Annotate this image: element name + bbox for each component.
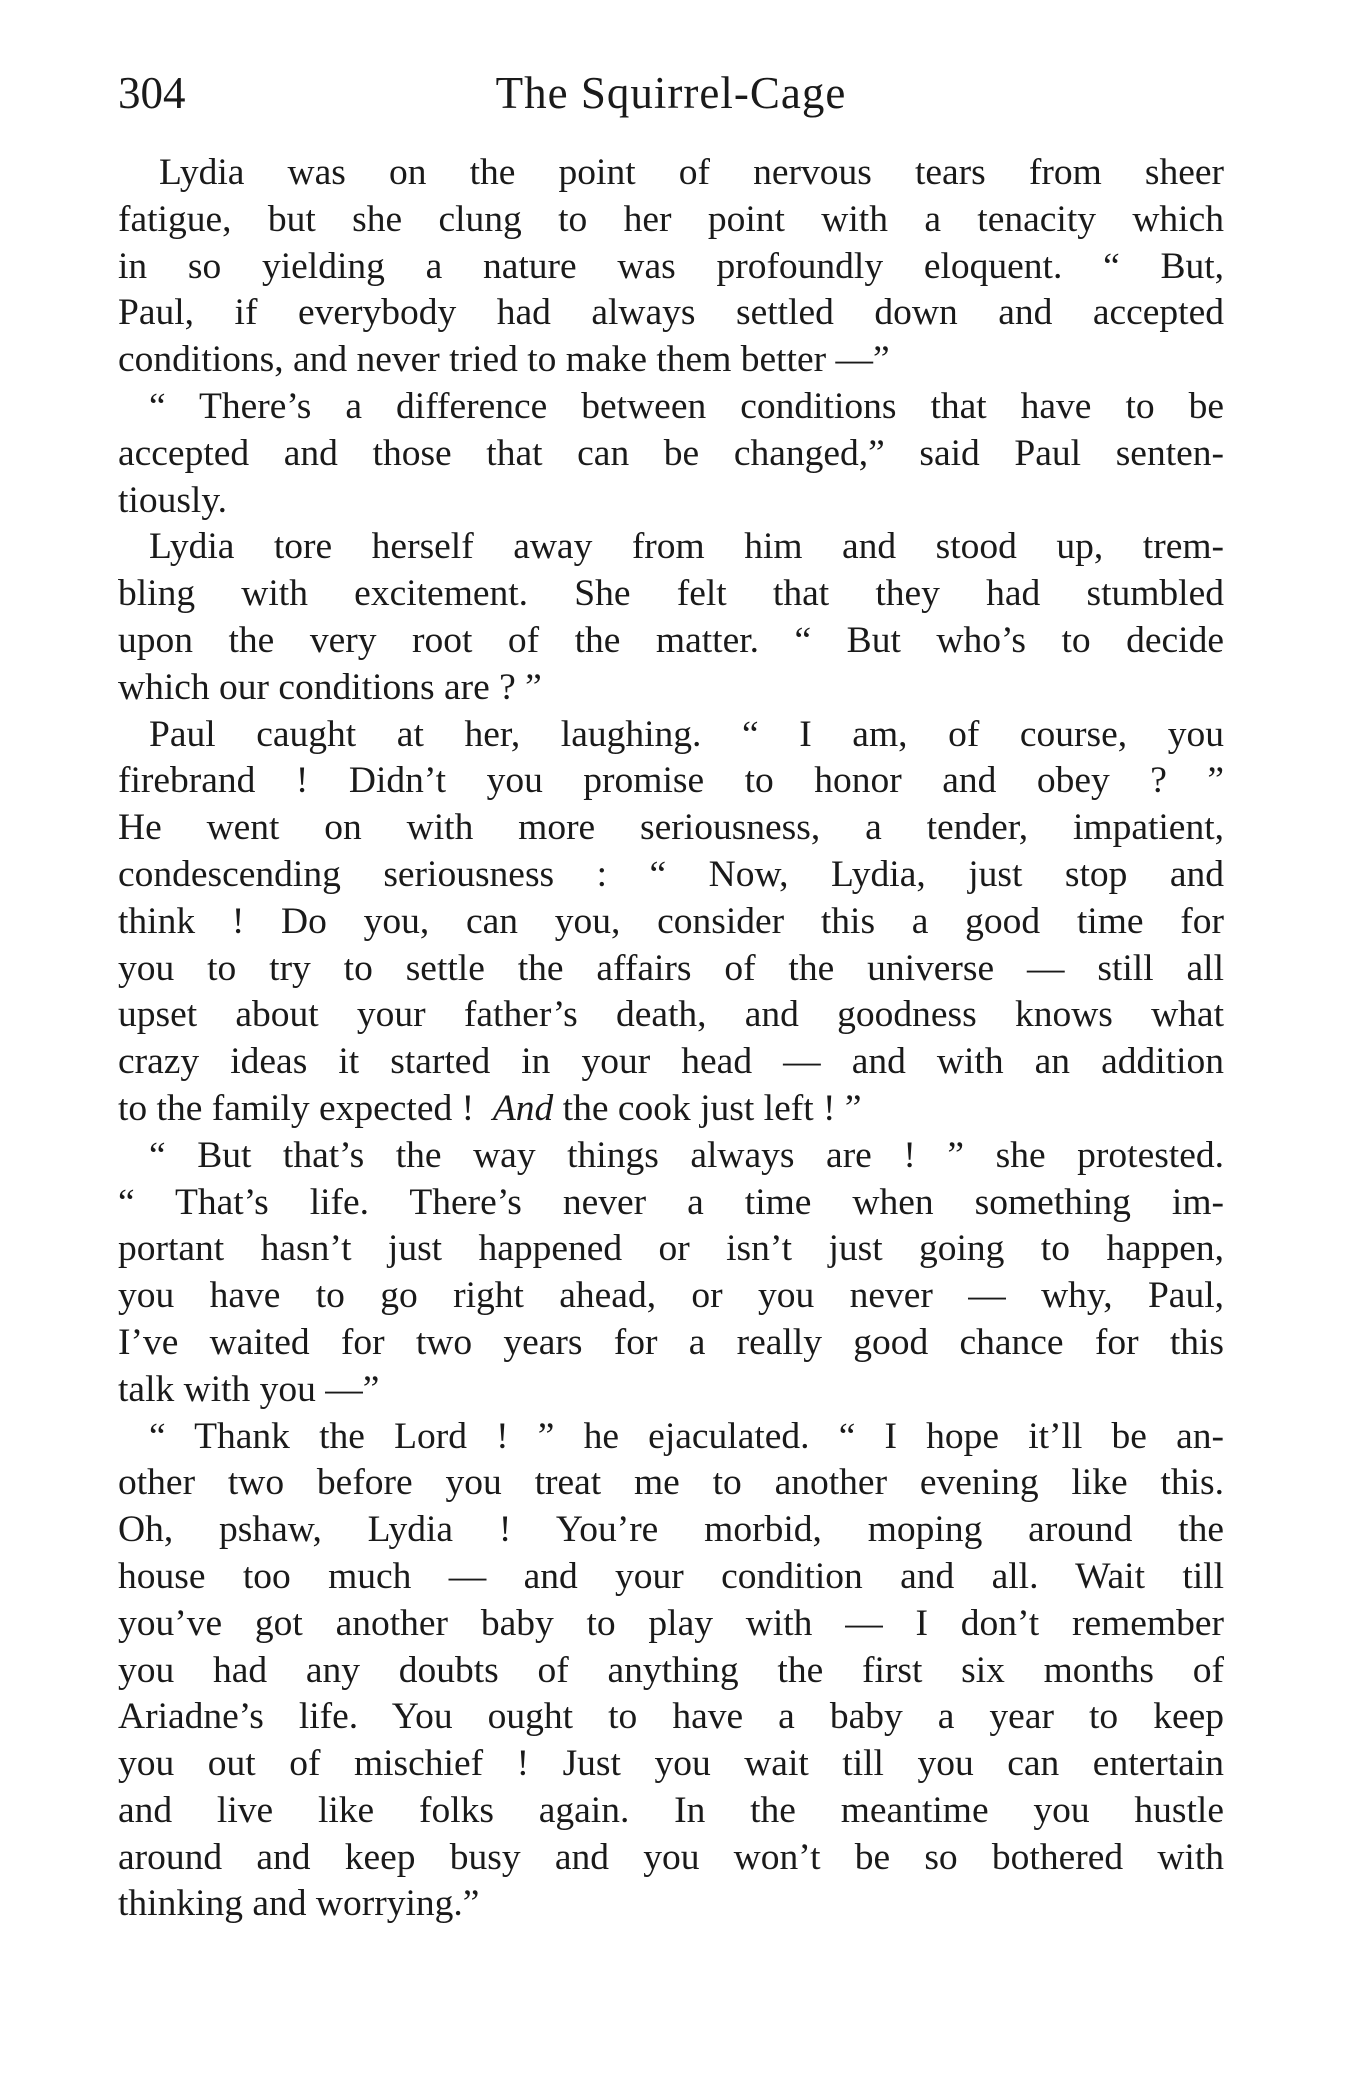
page-number: 304 [118,68,186,118]
italic-word: And [492,1087,554,1129]
text-line: Lydia was on the point of nervous tears from sheer [159,152,1224,193]
text-line: upon the very root of the matter. “ But who’s to decide [118,619,1224,661]
text-line: crazy ideas it started in your head — and with an addition [118,1041,1224,1083]
text-line: you’ve got another baby to play with — I don’t remember [118,1602,1224,1644]
text-line: firebrand ! Didn’t you promise to honor and obey ? ” [118,760,1224,802]
text-line: think ! Do you, can you, consider this a good time for [118,900,1224,942]
text-line: “ But that’s the way things always are ! ” she protested. [149,1134,1224,1176]
text-line: talk with you —” [118,1368,380,1410]
text-line: other two before you treat me to another evening like this. [118,1462,1224,1504]
text-line: “ Thank the Lord ! ” he ejaculated. “ I hope it’ll be an- [149,1415,1224,1457]
text-line: Paul caught at her, laughing. “ I am, of course, you [149,713,1224,755]
text-line: I’ve waited for two years for a really good chance for this [118,1321,1224,1363]
text-line: around and keep busy and you won’t be so bothered with [118,1836,1224,1878]
text-line: conditions, and never tried to make them better —” [118,339,890,381]
text-line: portant hasn’t just happened or isn’t just going to happen, [118,1228,1224,1270]
text-line: accepted and those that can be changed,” said Paul senten- [118,432,1224,474]
text-line: in so yielding a nature was profoundly eloquent. “ But, [118,245,1224,287]
text-line: fatigue, but she clung to her point with a tenacity which [118,198,1224,240]
body-text [118,150,1224,1928]
text-line: you out of mischief ! Just you wait till you can entertain [118,1743,1224,1785]
text-line: upset about your father’s death, and goodness knows what [118,994,1224,1036]
text-line: you to try to settle the affairs of the universe — still all [118,947,1224,989]
text-line-mixed [118,1086,1224,1133]
text-segment: the cook just left ! ” [562,1087,862,1129]
text-line: Paul, if everybody had always settled down and accepted [118,292,1224,334]
running-title: The Squirrel-Cage [495,68,847,118]
text-line: Lydia tore herself away from him and stood up, trem- [149,526,1224,568]
text-line: you had any doubts of anything the first six months of [118,1649,1224,1691]
text-line: “ That’s life. There’s never a time when something im- [118,1181,1224,1223]
text-line: bling with excitement. She felt that they had stumbled [118,573,1224,615]
text-line: tiously. [118,479,228,521]
text-line: you have to go right ahead, or you never — why, Paul, [118,1275,1224,1317]
text-line: condescending seriousness : “ Now, Lydia, just stop and [118,853,1224,895]
running-head [118,58,1224,128]
text-line: Ariadne’s life. You ought to have a baby a year to keep [118,1696,1224,1738]
text-line: and live like folks again. In the meantime you hustle [118,1789,1224,1831]
text-line: house too much — and your condition and all. Wait till [118,1555,1224,1597]
text-line: Oh, pshaw, Lydia ! You’re morbid, moping around the [118,1509,1224,1551]
text-line: He went on with more seriousness, a tender, impatient, [118,807,1224,849]
text-line: which our conditions are ? ” [118,666,542,708]
text-segment: to the family expected ! [118,1087,475,1129]
text-line: “ There’s a difference between conditions that have to be [149,385,1224,427]
text-line: thinking and worrying.” [118,1883,480,1925]
